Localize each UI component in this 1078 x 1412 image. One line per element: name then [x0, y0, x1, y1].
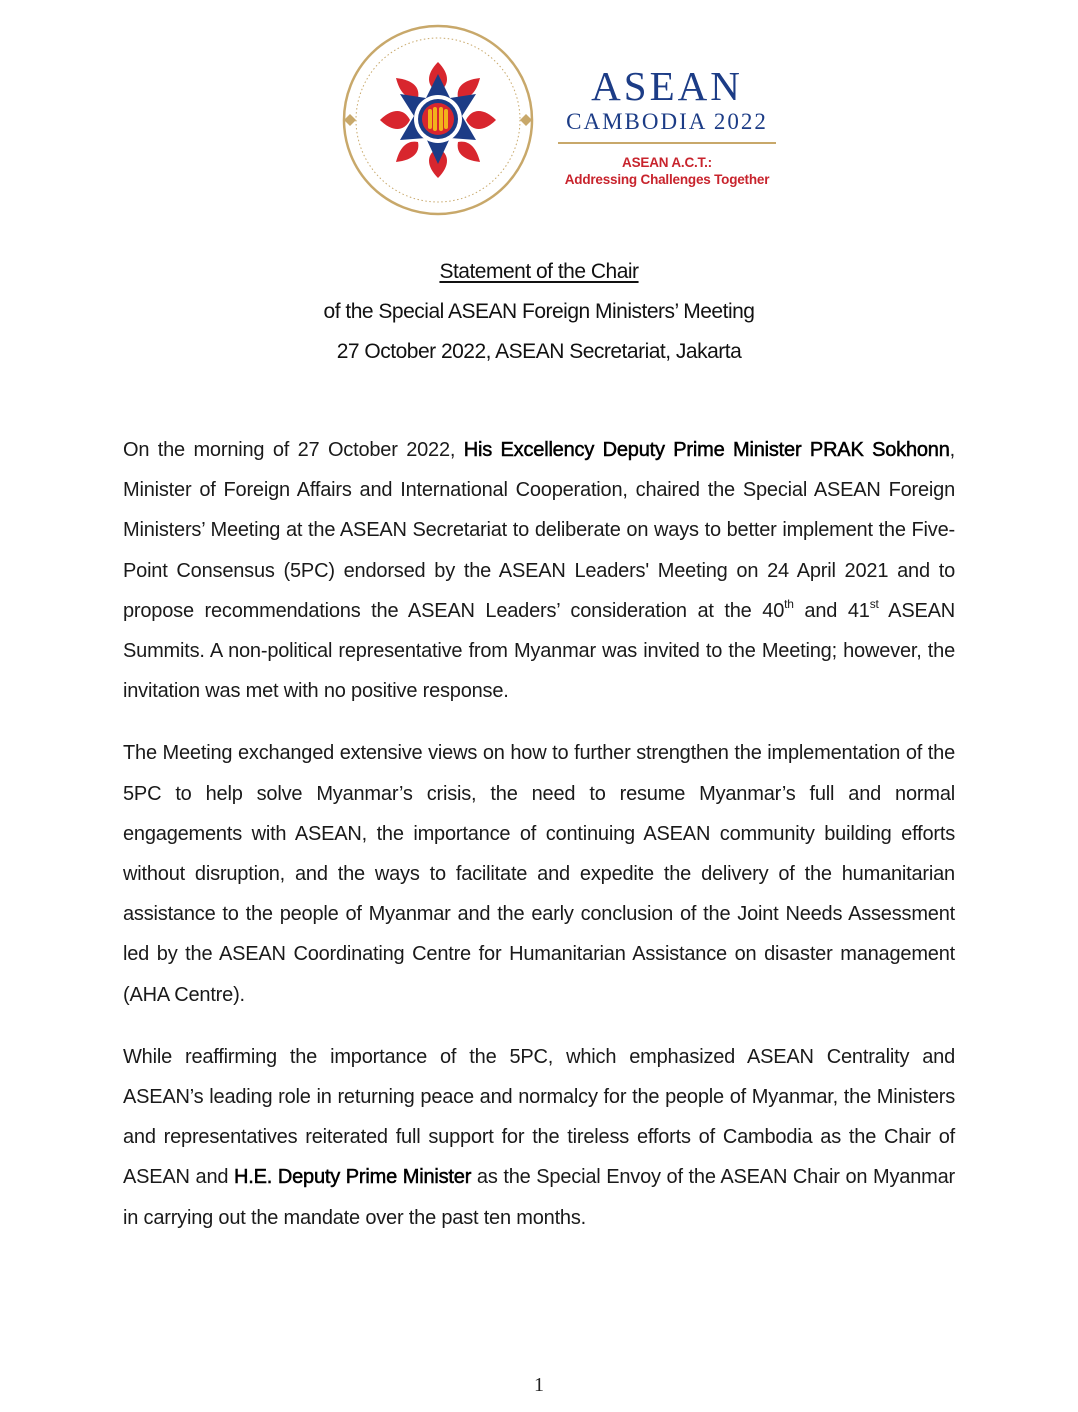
- statement-title: [0, 252, 1078, 372]
- p1-text-c: , Minister of Foreign Affairs and International Cooperation, chaired the Special ASEAN Foreign Ministers’ Meeting at the ASEAN Secretariat to deliberate on ways to better implement the Five-Point Consensus (5PC) endorsed by the ASEAN Leaders' Meeting on 24 April 2021 and to propose recommendations the ASEAN Leaders’ consideration at the 40: [123, 439, 955, 622]
- paragraph-2: The Meeting exchanged extensive views on how to further strengthen the implementation of the 5PC to help solve Myanmar’s crisis, the need to resume Myanmar’s full and normal engagements with ASEAN, the importance of continuing ASEAN community building efforts without disruption, and the ways to facilitate and expedite the delivery of the humanitarian assistance to the people of Myanmar and the early conclusion of the Joint Needs Assessment led by the ASEAN Coordinating Centre for Humanitarian Assistance on disaster management (AHA Centre).: [123, 742, 955, 1006]
- statement-body: [123, 430, 955, 1260]
- title-line-2: of the Special ASEAN Foreign Ministers’ Meeting: [323, 300, 755, 323]
- brand-block: [556, 64, 778, 188]
- p1-text-e: ASEAN Summits. A non-political representative from Myanmar was invited to the Meeting; however, the invitation was met with no positive response.: [123, 599, 955, 703]
- page-number: 1: [534, 1374, 544, 1396]
- brand-cambodia-2022: CAMBODIA 2022: [566, 109, 768, 134]
- p1-bold-name: His Excellency Deputy Prime Minister PRAK Sokhonn: [463, 439, 950, 461]
- p1-text-d: and 41: [793, 599, 870, 622]
- title-line-3: 27 October 2022, ASEAN Secretariat, Jakarta: [336, 340, 742, 363]
- p3-text-a: While reaffirming the importance of the 5PC, which emphasized ASEAN Centrality and ASEAN’s leading role in returning peace and normalcy for the people of Myanmar, the Ministers and representatives reiterated full support for the tireless efforts of Cambodia as the Chair of ASEAN and: [123, 1045, 955, 1189]
- paragraph-1: [123, 430, 955, 711]
- p3-bold-name: H.E. Deputy Prime Minister: [234, 1166, 472, 1189]
- p1-sup-st: st: [869, 596, 879, 611]
- paragraph-3: [123, 1037, 955, 1238]
- brand-asean: ASEAN: [591, 63, 743, 109]
- title-line-1: Statement of the Chair: [439, 260, 639, 283]
- p1-sup-th: th: [784, 596, 794, 611]
- motto-line-1: ASEAN A.C.T.:: [622, 155, 712, 170]
- motto-line-2: Addressing Challenges Together: [564, 172, 770, 187]
- p1-text-a: On the morning of 27 October 2022,: [123, 439, 464, 461]
- p3-text-c: as the Special Envoy of the ASEAN Chair on Myanmar in carrying out the mandate over the past ten months.: [123, 1166, 955, 1229]
- brand-divider: [558, 142, 776, 144]
- asean-cambodia-emblem-icon: [338, 22, 538, 218]
